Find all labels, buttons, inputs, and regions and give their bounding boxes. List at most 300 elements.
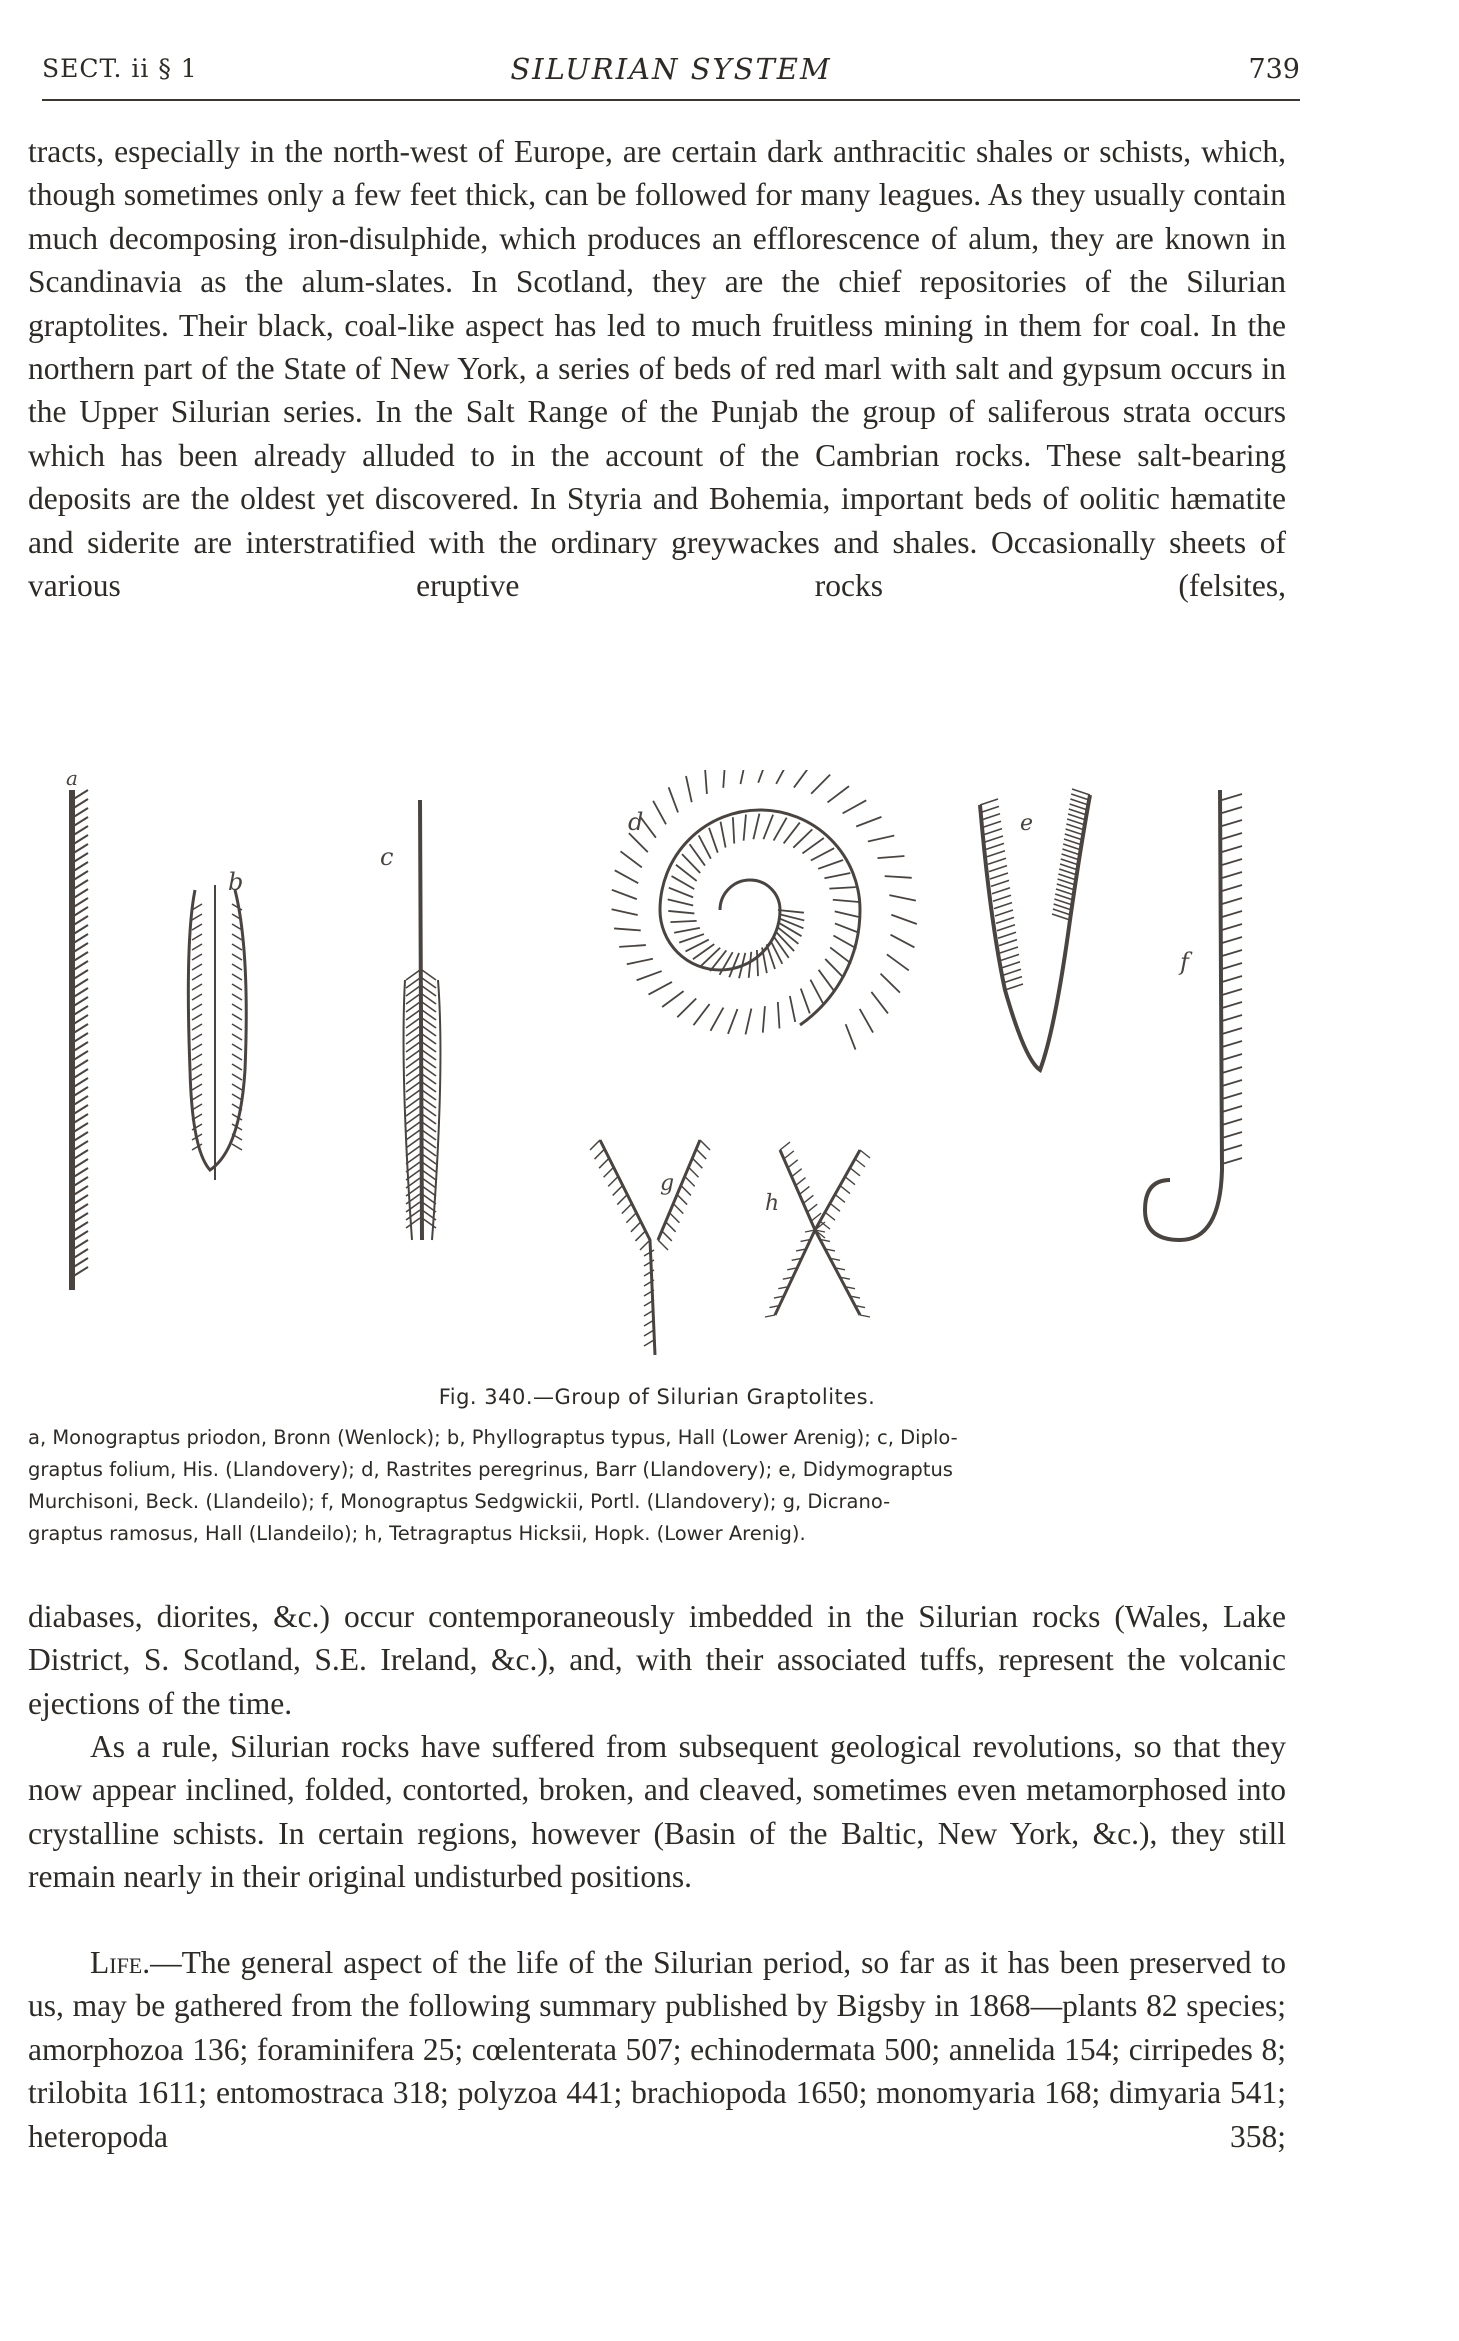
theca-mark [1068,814,1086,820]
theca-mark [192,954,202,960]
theca-mark [232,1094,242,1100]
theca-mark [422,1186,436,1196]
theca-mark [681,1185,691,1195]
theca-mark [830,1203,840,1211]
theca-mark [835,911,861,917]
specimen-h [765,1142,870,1317]
theca-mark [422,1178,436,1188]
theca-mark [1222,1067,1242,1073]
theca-mark [824,873,850,878]
theca-mark [192,944,202,950]
specimen-e [980,789,1090,1070]
theca-mark [422,1002,436,1012]
theca-mark [232,944,242,950]
theca-mark [763,815,773,840]
theca-mark [1222,898,1242,904]
theca-mark [1069,809,1087,815]
theca-mark [406,1202,420,1212]
theca-mark [1222,807,1242,813]
running-header [42,52,1300,92]
theca-mark [406,1050,420,1060]
theca-mark [846,1024,856,1049]
theca-mark [778,910,804,913]
theca-mark [232,1004,242,1010]
theca-mark [763,1006,765,1032]
specimen-d [612,770,917,1050]
theca-mark [406,1066,420,1076]
theca-mark [406,1130,420,1140]
theca-mark [669,787,678,812]
theca-mark [810,980,822,1003]
theca-mark [774,818,787,841]
theca-mark [406,1114,420,1124]
theca-mark [1222,872,1242,878]
theca-mark [406,1146,420,1156]
theca-mark [422,1074,436,1084]
theca-mark [677,1195,687,1205]
header-rule [42,99,1300,101]
theca-mark [422,1058,436,1068]
theca-mark [700,1140,710,1150]
theca-mark [192,1064,202,1070]
label-a: a [66,770,78,790]
theca-mark [1222,1041,1242,1047]
theca-mark [692,1158,702,1168]
theca-mark [232,994,242,1000]
theca-mark [422,1034,436,1044]
theca-mark [1001,954,1019,960]
theca-mark [422,1026,436,1036]
theca-mark [192,984,202,990]
theca-mark [620,851,641,867]
theca-mark [796,1178,806,1186]
theca-mark [192,964,202,970]
theca-mark [622,1204,632,1214]
paragraph-3: As a rule, Silurian rocks have suffered from subsequent geological revolutions, so that they now appear inclined, folded, contorted, broken, and cleaved, sometimes even metamorphosed into crystalline schists. In certain regions, however (Basin of the Baltic, New York, &c.), they still remain nearly in their original undisturbed positions. [28,1729,1286,1895]
theca-mark [856,817,881,827]
theca-mark [733,817,734,843]
theca-mark [1222,1132,1242,1138]
specimen-a [66,770,88,1290]
theca-mark [192,1014,202,1020]
theca-mark [406,1042,420,1052]
theca-mark [709,828,718,853]
theca-mark [422,994,436,1004]
theca-mark [887,954,909,970]
theca-mark [776,932,794,951]
specimen-c [380,800,440,1240]
theca-mark [880,974,899,993]
theca-mark [232,954,242,960]
figure-caption: Fig. 340.—Group of Silurian Graptolites. [438,1385,876,1409]
theca-mark [753,814,759,840]
theca-mark [1002,962,1020,968]
theca-mark [406,1138,420,1148]
theca-mark [696,1149,706,1159]
theca-mark [744,815,746,841]
theca-mark [992,888,1010,894]
theca-mark [604,1167,614,1177]
theca-mark [1222,859,1242,865]
theca-mark [422,1050,436,1060]
theca-mark [406,1154,420,1164]
theca-mark [794,770,810,788]
theca-mark [192,914,202,920]
theca-mark [422,1130,436,1140]
theca-mark [828,786,850,802]
theca-mark [422,1018,436,1028]
theca-mark [1222,1093,1242,1099]
theca-mark [1222,1106,1242,1112]
theca-mark [192,1004,202,1010]
theca-mark [998,932,1016,938]
theca-mark [422,1082,436,1092]
theca-mark [422,1066,436,1076]
theca-mark [989,866,1007,872]
theca-mark [192,934,202,940]
theca-mark [406,994,420,1004]
theca-mark [988,858,1006,864]
theca-mark [192,924,202,930]
theca-mark [871,992,888,1014]
theca-mark [658,1240,668,1250]
theca-mark [1072,789,1090,795]
theca-mark [192,1054,202,1060]
theca-mark [1222,1119,1242,1125]
theca-mark [811,775,830,794]
theca-mark [1066,829,1084,835]
theca-mark [1222,950,1242,956]
theca-mark [1067,819,1085,825]
theca-mark [662,991,683,1007]
theca-mark [232,1044,242,1050]
theca-mark [674,928,700,933]
theca-mark [232,1074,242,1080]
theca-mark [1222,1054,1242,1060]
theca-mark [830,947,851,963]
theca-mark [835,923,860,933]
theca-mark [406,1058,420,1068]
theca-mark [987,851,1005,857]
theca-mark [1222,885,1242,891]
theca-mark [825,959,844,978]
theca-mark [1222,833,1242,839]
theca-mark [590,1140,600,1150]
label-g: g [660,1171,675,1196]
theca-mark [1054,899,1072,905]
theca-mark [406,1098,420,1108]
theca-mark [996,917,1014,923]
theca-mark [803,1195,813,1203]
label-f: f [1180,948,1189,976]
theca-mark [776,770,789,784]
theca-mark [192,1024,202,1030]
figure-legend [28,1422,1286,1550]
theca-mark [693,1004,709,1025]
theca-mark [232,964,242,970]
theca-mark [778,1002,780,1029]
theca-mark [799,1186,809,1194]
theca-mark [780,1142,790,1150]
theca-mark [406,986,420,996]
theca-mark [422,1194,436,1204]
theca-mark [1222,1080,1242,1086]
theca-mark [850,1168,860,1176]
theca-mark [422,1106,436,1116]
theca-mark [619,945,646,947]
theca-mark [860,1009,873,1033]
theca-mark [711,1008,724,1031]
theca-mark [995,910,1013,916]
theca-mark [406,1034,420,1044]
theca-mark [232,1034,242,1040]
theca-mark [1070,799,1088,805]
theca-mark [990,873,1008,879]
theca-mark [617,1195,627,1205]
theca-mark [614,928,641,930]
theca-mark [1055,894,1073,900]
theca-mark [192,1034,202,1040]
theca-mark [1065,834,1083,840]
theca-mark [843,800,867,813]
theca-mark [825,1212,835,1220]
theca-mark [1070,804,1088,810]
theca-mark [626,1213,636,1223]
paragraph-4 [28,1941,1286,2158]
theca-mark [232,1144,242,1150]
theca-mark [819,970,835,991]
theca-mark [406,1010,420,1020]
theca-mark [833,936,856,949]
theca-mark [192,974,202,980]
theca-mark [1052,914,1070,920]
theca-mark [685,1176,695,1186]
theca-mark [422,1010,436,1020]
theca-mark [723,770,725,788]
theca-mark [999,940,1017,946]
theca-mark [422,986,436,996]
theca-mark [669,888,693,898]
theca-mark [629,833,648,852]
theca-mark [993,895,1011,901]
theca-mark [631,1222,641,1232]
theca-mark [980,799,998,805]
theca-mark [640,1240,650,1250]
theca-mark [981,806,999,812]
theca-mark [192,1044,202,1050]
theca-mark [997,925,1015,931]
theca-mark [668,911,694,913]
figure-graptolites [60,770,1290,1370]
theca-mark [778,928,798,944]
theca-mark [835,1194,845,1202]
theca-mark [406,1018,420,1028]
legend-line: graptus ramosus, Hall (Llandeilo); h, Tetragraptus Hicksii, Hopk. (Lower Arenig). [28,1522,806,1545]
theca-mark [666,1222,676,1232]
theca-mark [615,870,638,883]
theca-mark [784,823,800,844]
theca-mark [1000,947,1018,953]
theca-mark [649,982,672,995]
theca-mark [891,915,916,924]
theca-mark [422,1154,436,1164]
theca-mark [1071,794,1089,800]
theca-mark [1222,1002,1242,1008]
theca-mark [1061,859,1079,865]
theca-mark [868,836,894,842]
theca-mark [406,1026,420,1036]
theca-mark [740,770,746,784]
theca-mark [406,1218,420,1228]
theca-mark [672,876,695,889]
theca-mark [1222,911,1242,917]
paragraph-1: tracts, especially in the north-west of Europe, are certain dark anthracitic shales or schists, which, though sometimes only a few feet thick, can be followed for many leagues. As they usually contain much decomposing iron-disulphide, which produces an efflorescence of alum, they are known in Scandinavia as the alum-slates. In Scotland, they are the chief repositories of the Silurian graptolites. Their black, coal-like aspect has led to much fruitless mining in them for coal. In the northern part of the State of New York, a series of beds of red marl with salt and gypsum occurs in the Upper Silurian series. In the Salt Range of the Punjab the group of saliferous strata occurs which has been already alluded to in the account of the Cambrian rocks. These salt-bearing deposits are the oldest yet discovered. In Styria and Bohemia, important beds of oolitic hæmatite and siderite are interstratified with the ordinary greywackes and shales. Occasionally sheets of various eruptive rocks (felsites, [28,134,1286,604]
running-title: SILURIAN SYSTEM [510,52,832,86]
theca-mark [422,1162,436,1172]
theca-mark [653,801,666,825]
theca-mark [1003,969,1021,975]
theca-mark [1222,794,1242,800]
theca-mark [192,1084,202,1090]
theca-mark [986,843,1004,849]
theca-mark [721,822,726,848]
theca-mark [1066,824,1084,830]
theca-mark [1056,889,1074,895]
theca-mark [1222,976,1242,982]
theca-mark [983,821,1001,827]
label-h: h [765,1191,780,1216]
theca-mark [232,984,242,990]
theca-mark [877,856,904,858]
theca-mark [1058,879,1076,885]
theca-mark [192,1094,202,1100]
theca-mark [613,1185,623,1195]
theca-mark [682,854,700,873]
theca-mark [994,903,1012,909]
specimen-b [188,868,246,1180]
theca-mark [192,1074,202,1080]
theca-mark [422,1122,436,1132]
theca-mark [728,1009,737,1034]
theca-mark [1222,820,1242,826]
theca-mark [833,900,859,902]
theca-mark [406,1106,420,1116]
theca-mark [422,1114,436,1124]
theca-mark [1054,904,1072,910]
theca-mark [422,1138,436,1148]
theca-mark [422,1098,436,1108]
theca-mark [612,890,637,899]
paragraph-2: diabases, diorites, &c.) occur contemporaneously imbedded in the Silurian rocks (Wales, Lake District, S. Scotland, S.E. Ireland, &c.), and, with their associated tuffs, represent the volcanic ejections of the time. [28,1599,1286,1721]
theca-mark [232,1014,242,1020]
label-d: d [628,808,644,836]
specimen-f [1145,790,1242,1240]
theca-mark [1060,864,1078,870]
theca-mark [422,1090,436,1100]
section-marker: SECT. ii § 1 [42,54,198,83]
theca-mark [855,1159,865,1167]
theca-mark [1053,909,1071,915]
theca-mark [802,838,823,853]
page-number: 739 [1248,54,1300,85]
theca-mark [1058,874,1076,880]
theca-mark [670,921,696,922]
theca-mark [677,999,696,1018]
theca-mark [406,1082,420,1092]
theca-mark [982,814,1000,820]
theca-mark [749,952,752,978]
theca-mark [765,1315,775,1317]
graptolites-illustration [60,770,1290,1370]
theca-mark [889,895,916,901]
theca-mark [757,950,758,976]
theca-mark [1062,854,1080,860]
theca-mark [232,1064,242,1070]
theca-mark [406,1002,420,1012]
theca-mark [1222,924,1242,930]
theca-mark [232,974,242,980]
theca-mark [689,1167,699,1177]
theca-mark [422,1170,436,1180]
theca-mark [818,860,843,869]
theca-mark [991,880,1009,886]
theca-mark [792,1169,802,1177]
theca-mark [669,1213,679,1223]
theca-mark [774,936,789,957]
theca-mark [1062,849,1080,855]
legend-line: graptus folium, His. (Llandovery); d, Rastrites peregrinus, Barr (Llandovery); e, Didymograptus [28,1458,953,1481]
theca-mark [1064,839,1082,845]
theca-mark [422,978,436,988]
theca-mark [608,1176,618,1186]
theca-mark [984,829,1002,835]
theca-mark [232,934,242,940]
theca-mark [406,978,420,988]
section-lead: Life. [90,1945,151,1980]
theca-mark [1005,984,1023,990]
theca-mark [1063,844,1081,850]
theca-mark [673,1204,683,1214]
theca-mark [595,1149,605,1159]
theca-mark [860,1150,870,1158]
theca-mark [845,1177,855,1185]
theca-mark [811,848,834,860]
theca-mark [1222,1015,1242,1021]
theca-mark [790,996,795,1022]
theca-mark [807,1204,817,1212]
theca-mark [1057,884,1075,890]
theca-mark [406,1090,420,1100]
theca-mark [232,1054,242,1060]
theca-mark [885,876,912,878]
theca-mark [801,989,810,1014]
theca-mark [1222,1145,1242,1151]
theca-mark [637,971,662,980]
theca-mark [793,829,812,847]
label-e: e [1020,811,1034,836]
theca-mark [705,770,707,794]
theca-mark [406,970,420,980]
theca-mark [679,934,704,943]
theca-mark [1222,846,1242,852]
theca-mark [232,1024,242,1030]
theca-mark [406,1210,420,1220]
theca-mark [779,923,801,936]
theca-mark [422,1042,436,1052]
theca-mark [1222,989,1242,995]
theca-mark [1222,937,1242,943]
legend-line: a, Monograptus priodon, Bronn (Wenlock); b, Phyllograptus typus, Hall (Lower Arenig); c, Diplo- [28,1426,958,1449]
